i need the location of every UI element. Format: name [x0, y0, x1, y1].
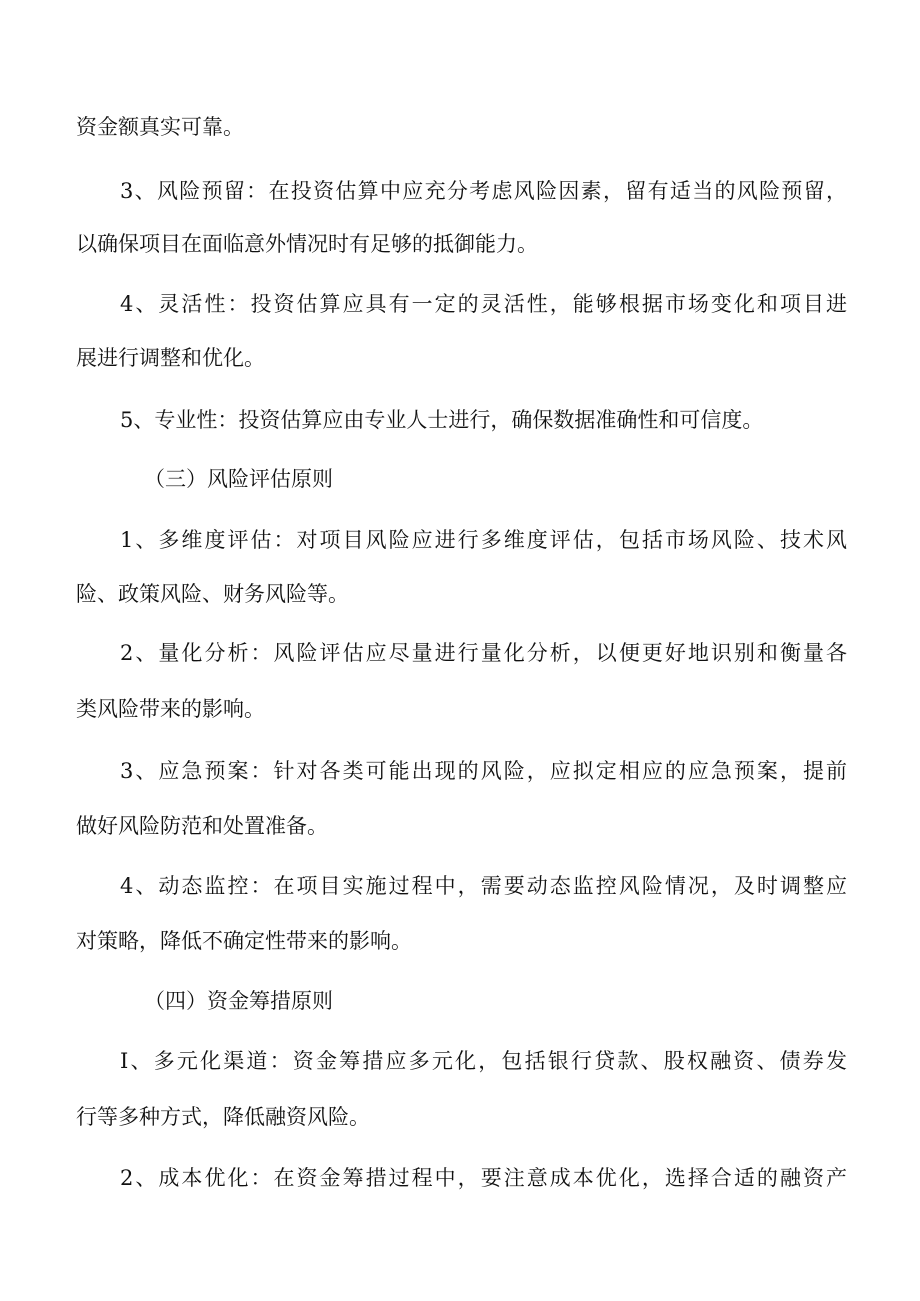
text-line: 行等多种方式，降低融资风险。	[76, 1105, 370, 1129]
text-line: 1、多维度评估：对项目风险应进行多维度评估，包括市场风险、技术风	[120, 528, 847, 552]
text-line: 以确保项目在面临意外情况时有足够的抵御能力。	[76, 232, 538, 256]
text-line: 资金额真实可靠。	[76, 115, 244, 139]
text-line: 2、量化分析：风险评估应尽量进行量化分析，以便更好地识别和衡量各	[120, 641, 847, 665]
text-line: 3、风险预留：在投资估算中应充分考虑风险因素，留有适当的风险预留，	[120, 179, 847, 203]
text-line: 4、动态监控：在项目实施过程中，需要动态监控风险情况，及时调整应	[120, 874, 847, 898]
section-heading: （三）风险评估原则	[144, 467, 333, 491]
text-line: 对策略，降低不确定性带来的影响。	[76, 929, 412, 953]
section-heading: （四）资金筹措原则	[144, 989, 333, 1013]
text-line: 险、政策风险、财务风险等。	[76, 582, 349, 606]
text-line: 做好风险防范和处置准备。	[76, 814, 328, 838]
text-line: 5、专业性：投资估算应由专业人士进行，确保数据准确性和可信度。	[120, 408, 764, 432]
text-line: 展进行调整和优化。	[76, 346, 265, 370]
text-line: 3、应急预案：针对各类可能出现的风险，应拟定相应的应急预案，提前	[120, 759, 847, 783]
text-line: 类风险带来的影响。	[76, 697, 265, 721]
text-line: 2、成本优化：在资金筹措过程中，要注意成本优化，选择合适的融资产	[120, 1166, 847, 1190]
text-line: 4、灵活性：投资估算应具有一定的灵活性，能够根据市场变化和项目进	[120, 292, 847, 316]
text-line: I、多元化渠道：资金筹措应多元化，包括银行贷款、股权融资、债券发	[120, 1049, 847, 1073]
